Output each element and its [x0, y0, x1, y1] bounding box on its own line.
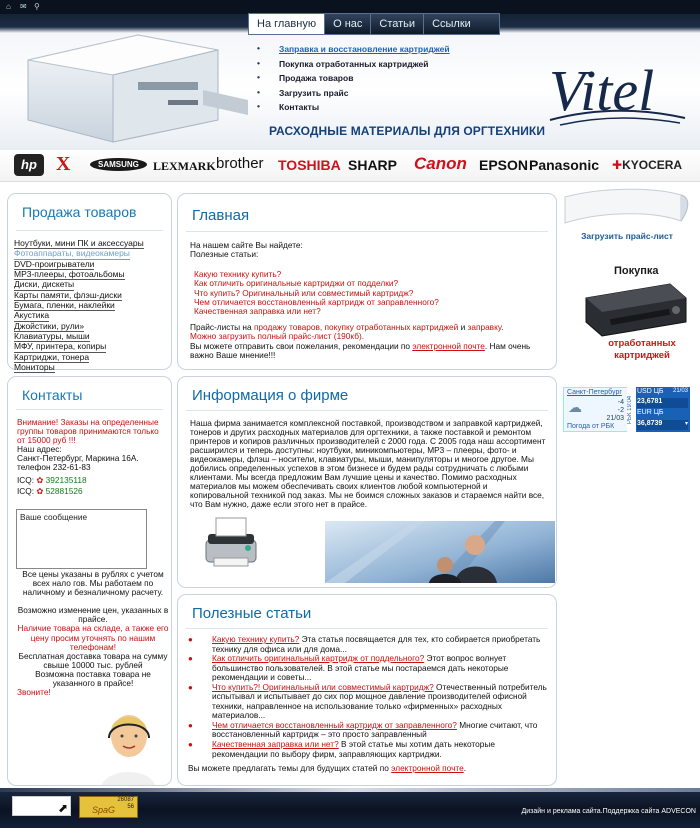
message-textarea[interactable]: Ваше сообщение — [16, 509, 147, 569]
footer-credits[interactable]: Дизайн и реклама сайта.Поддержка сайта ADVECON — [521, 808, 696, 815]
address: Санкт-Петербург, Маркина 16А. — [17, 453, 139, 464]
intro-text: На нашем сайте Вы найдете: — [190, 240, 303, 250]
vitel-logo[interactable] — [545, 48, 690, 128]
nav-about[interactable]: О нас — [325, 14, 371, 34]
article-summary: Многие считают, что восстановленный картридж – это просто заправленный — [212, 719, 538, 740]
article-links — [194, 270, 548, 317]
divider — [186, 628, 548, 629]
brand-lexmark: LEXMARK — [153, 159, 216, 173]
site-tagline: РАСХОДНЫЕ МАТЕРИАЛЫ ДЛЯ ОРГТЕХНИКИ — [269, 124, 546, 138]
download-price-link[interactable]: Можно загрузить полный прайс-лист (190кб). — [190, 331, 365, 342]
note-delivery: Бесплатная доставка товара на сумму свыше 10000 тыс. рублей — [18, 650, 168, 670]
counter-badge[interactable] — [12, 796, 71, 816]
feedback-text — [190, 342, 548, 361]
buy-cartridges-subtitle[interactable]: отработанных картриджей — [608, 338, 676, 361]
icq-number-2[interactable]: 52881526 — [45, 485, 83, 496]
icq-flower-icon: ✿ — [36, 474, 44, 485]
divider — [186, 410, 548, 411]
icq-flower-icon: ✿ — [36, 485, 44, 496]
main-content — [190, 241, 548, 360]
quick-link-buy-cartridges[interactable]: • Покупка отработанных картриджей — [255, 59, 450, 69]
article-item — [188, 683, 552, 721]
articles-footer-end: . — [463, 763, 467, 773]
article-item — [188, 635, 552, 654]
category-item[interactable]: Диски, дискеты — [14, 279, 75, 290]
site-header — [0, 0, 700, 150]
usd-label: USD ЦБ — [637, 388, 664, 395]
article-link[interactable]: Чем отличается восстановленный картридж от заправленного? — [194, 297, 439, 308]
svg-text:Vitel: Vitel — [549, 58, 655, 123]
article-summary: Отечественный потребитель испытывал и испытывает до сих пор мощное давление производителей офисной техники, направленное на использование только «фирменных» расходных материалов... — [212, 681, 547, 721]
brand-epson: EPSON — [479, 157, 529, 173]
counter-small: 56 — [127, 804, 134, 810]
arrow-icon: ⬈ — [57, 801, 68, 815]
download-price-list-link[interactable]: Загрузить прайс-лист — [581, 231, 673, 241]
usd-label-row — [637, 388, 688, 398]
articles-box — [177, 594, 557, 786]
category-item[interactable]: Картриджи, тонера — [14, 351, 90, 362]
top-bar — [0, 0, 700, 14]
order-warning: Внимание! Заказы на определенные группы товаров принимаются только от 15000 руб !!! — [17, 417, 159, 446]
toner-cartridge-image[interactable] — [580, 276, 690, 338]
firm-title: Информация о фирме — [192, 387, 349, 404]
divider — [16, 409, 163, 410]
article-item — [188, 740, 552, 759]
note-supply: Возможна поставка товара не указанного в прайсе! — [35, 668, 151, 689]
phone: телефон 232-61-83 — [17, 462, 91, 473]
search-icon[interactable]: ⚲ — [34, 2, 40, 11]
article-title-link[interactable]: Качественная заправка или нет? — [212, 739, 339, 750]
eur-value-row — [637, 420, 688, 430]
site-footer — [0, 788, 700, 828]
operator-photo — [101, 712, 156, 786]
article-link[interactable]: Что купить? Оригинальный или совместимый картридж? — [194, 287, 414, 298]
category-item[interactable]: Клавиатуры, мыши — [14, 331, 90, 342]
sales-title: Продажа товаров — [22, 204, 137, 220]
icq-label: ICQ: — [17, 474, 35, 485]
quick-link-refill[interactable]: • Заправка и восстановление картриджей — [255, 44, 450, 54]
article-summary: В этой статье мы хотим дать некоторые рекомендации по выбору фирм, заправляющих картриджи. — [212, 739, 495, 759]
usd-value-row — [637, 398, 688, 408]
home-icon[interactable]: ⌂ — [6, 2, 11, 11]
currency-rates-widget[interactable] — [627, 387, 690, 432]
intro-articles-label: Полезные статьи: — [190, 249, 259, 260]
brand-kyocera-label: KYOCERA — [622, 158, 683, 172]
icq-row — [17, 487, 169, 496]
contacts-notes — [17, 570, 169, 697]
eur-label-row — [637, 409, 688, 419]
kyocera-mark-icon: ✚ — [612, 158, 623, 172]
business-people-photo — [325, 521, 555, 583]
price-refill-link[interactable]: заправку — [467, 321, 502, 332]
counter-number: 26087 — [117, 797, 134, 803]
article-title-link[interactable]: Какую технику купить? — [212, 634, 300, 644]
weather-rbc-link[interactable]: Погода от РБК — [567, 423, 615, 430]
nav-articles[interactable]: Статьи — [371, 14, 424, 34]
category-item[interactable]: Мониторы — [14, 362, 55, 373]
price-text: Прайс-листы на — [190, 321, 254, 332]
note-call: Звоните! — [17, 687, 51, 698]
weather-date: 21/03 — [606, 415, 624, 422]
article-summary: Эта статья посвящается для тех, кто собирается приобретать технику для офиса или для дома... — [212, 634, 541, 654]
main-title: Главная — [192, 207, 250, 224]
inkjet-printer-image — [200, 512, 262, 574]
feedback-pre: Вы можете отправить свои пожелания, рекомендации по — [190, 340, 413, 351]
price-sales-link[interactable]: продажу товаров — [253, 321, 320, 332]
articles-title: Полезные статьи — [192, 605, 312, 622]
main-box — [177, 193, 557, 370]
weather-temp-night: -2 — [617, 407, 624, 414]
quick-links — [255, 44, 450, 117]
articles-footer — [188, 763, 466, 773]
rates-date: 21/03 — [672, 388, 688, 394]
quick-link-contacts[interactable]: • Контакты — [255, 102, 450, 112]
weather-city[interactable]: Санкт-Петербург — [567, 389, 622, 396]
category-item[interactable]: MP3-плееры, фотоальбомы — [14, 269, 125, 280]
nav-home[interactable]: На главную — [249, 14, 325, 34]
firm-box — [177, 376, 557, 588]
contacts-title: Контакты — [22, 387, 83, 403]
brand-panasonic: Panasonic — [529, 157, 600, 173]
firm-description: Наша фирма занимается комплексной поставкой, производством и заправкой картриджей, тонеров и других расходных материалов для оргтехники, а также поставкой и ремонтом принтеров и копиров различных производителей с 2000 года. С 2005 года наш ассортимент расширился и теперь доступны: ноутбуки, миникомпьютеры, МР3 – плееры, фото- и видеокамеры, флэш – носители, клавиатуры, мыши, манипуляторы и многое другое. Мы добились определенных успехов в этом бизнесе и будем рады сотрудничать с любыми клиентами. Мы всегда предложим Вам лучшие цены и качество. Помимо расходных материалов мы можем обеспечивать своих клиентов любой компьютерной и копировальной техникой под заказ. Мы не боимся сложных заказов и стараемся найти все, что Вам нужно, даже если этого нет в прайсе. — [190, 418, 546, 510]
note-prices: Все цены указаны в рублях с учетом всех нало гов. Мы работаем по наличному и безналичному расчету. — [22, 569, 164, 598]
articles-list — [188, 635, 552, 759]
quick-link-sales[interactable]: • Продажа товаров — [255, 73, 450, 83]
brand-canon: Canon — [414, 154, 467, 173]
weather-widget[interactable] — [563, 387, 629, 432]
eur-label: EUR ЦБ — [637, 409, 664, 416]
brand-toshiba: TOSHIBA — [278, 157, 341, 173]
divider — [186, 231, 548, 232]
category-item[interactable]: Фотоаппараты, видеокамеры — [14, 248, 130, 259]
price-buy-link[interactable]: покупку отработанных картриджей — [324, 321, 459, 332]
price-sep: , — [319, 321, 325, 332]
contacts-box — [7, 376, 172, 786]
arrow-down-icon: ▾ — [684, 421, 688, 427]
article-link[interactable]: Как отличить оригинальные картриджи от подделки? — [194, 278, 399, 289]
divider — [16, 230, 163, 231]
article-title-link[interactable]: Что купить?! Оригинальный или совместимый картридж? — [212, 681, 434, 692]
icq-row — [17, 476, 169, 485]
article-link[interactable]: Какую технику купить? — [194, 268, 282, 279]
article-title-link[interactable]: Чем отличается восстановленный картридж от заправленного? — [212, 719, 457, 730]
printer-image — [18, 20, 253, 145]
counter-label: SpaG — [92, 805, 116, 815]
spylog-counter[interactable] — [79, 796, 138, 818]
category-item[interactable]: Джойстики, рули» — [14, 320, 85, 331]
feedback-post: . Нам очень важно Ваше мнение!!! — [190, 340, 531, 361]
price-sep: и — [458, 321, 468, 332]
note-availability: Наличие товара на складе, а также его цену просим уточнять по нашим телефонам! — [17, 623, 169, 652]
brand-brother: brother — [216, 155, 264, 172]
usd-value: 23,6781 — [637, 398, 663, 405]
brand-sharp: SHARP — [348, 157, 398, 173]
category-item[interactable]: МФУ, принтера, копиры — [14, 341, 107, 352]
cloud-icon: ☁ — [568, 399, 582, 415]
brand-xerox: X — [56, 153, 71, 175]
email-link[interactable]: электронной почте — [391, 763, 464, 773]
mail-icon[interactable]: ✉ — [20, 2, 27, 11]
article-link[interactable]: Качественная заправка или нет? — [194, 306, 321, 317]
main-nav — [248, 13, 500, 35]
footer-line — [0, 788, 700, 792]
brand-hp: hp — [14, 154, 44, 176]
brand-samsung: SAMSUNG — [90, 158, 147, 171]
category-item[interactable]: Ноутбуки, мини ПК и аксессуары — [14, 238, 144, 248]
articles-footer-text: Вы можете предлагать темы для будущих статей по — [188, 763, 392, 773]
icq-number-1[interactable]: 392135118 — [45, 474, 87, 485]
quick-link-download-price[interactable]: • Загрузить прайс — [255, 88, 450, 98]
email-link[interactable]: электронной почте — [412, 340, 485, 351]
category-item[interactable]: Карты памяти, флэш-диски — [14, 289, 122, 300]
price-list-paper-image[interactable] — [563, 185, 693, 230]
nav-links[interactable]: Ссылки — [432, 18, 471, 30]
eur-value: 36,8739 — [637, 420, 663, 427]
price-end: . — [501, 321, 504, 332]
weather-temp-day: -4 — [617, 399, 624, 406]
article-item — [188, 654, 552, 683]
brand-strip — [0, 150, 700, 182]
category-item[interactable]: Бумага, пленки, наклейки — [14, 300, 115, 311]
note-price-change: Возможно изменение цен, указанных в прайсе. — [17, 605, 169, 625]
contacts-info — [17, 418, 169, 496]
article-summary: Этот вопрос волнует большинство пользователей. В этой статье мы постараемся дать некоторые рекомендации и советы... — [212, 653, 509, 683]
buy-cartridges-title[interactable]: Покупка — [614, 265, 659, 277]
address-label: Наш адрес: — [17, 444, 62, 455]
sales-box — [7, 193, 172, 373]
brand-kyocera — [612, 158, 682, 172]
article-title-link[interactable]: Как отличить оригинальный картридж от поддельного? — [212, 653, 425, 664]
rates-label: РБК 19:04 — [627, 387, 636, 432]
category-item[interactable]: Акустика — [14, 310, 50, 321]
article-item — [188, 721, 552, 740]
category-item[interactable]: DVD-проигрыватели — [14, 258, 95, 269]
sales-category-list — [14, 239, 144, 373]
icq-label: ICQ: — [17, 485, 35, 496]
